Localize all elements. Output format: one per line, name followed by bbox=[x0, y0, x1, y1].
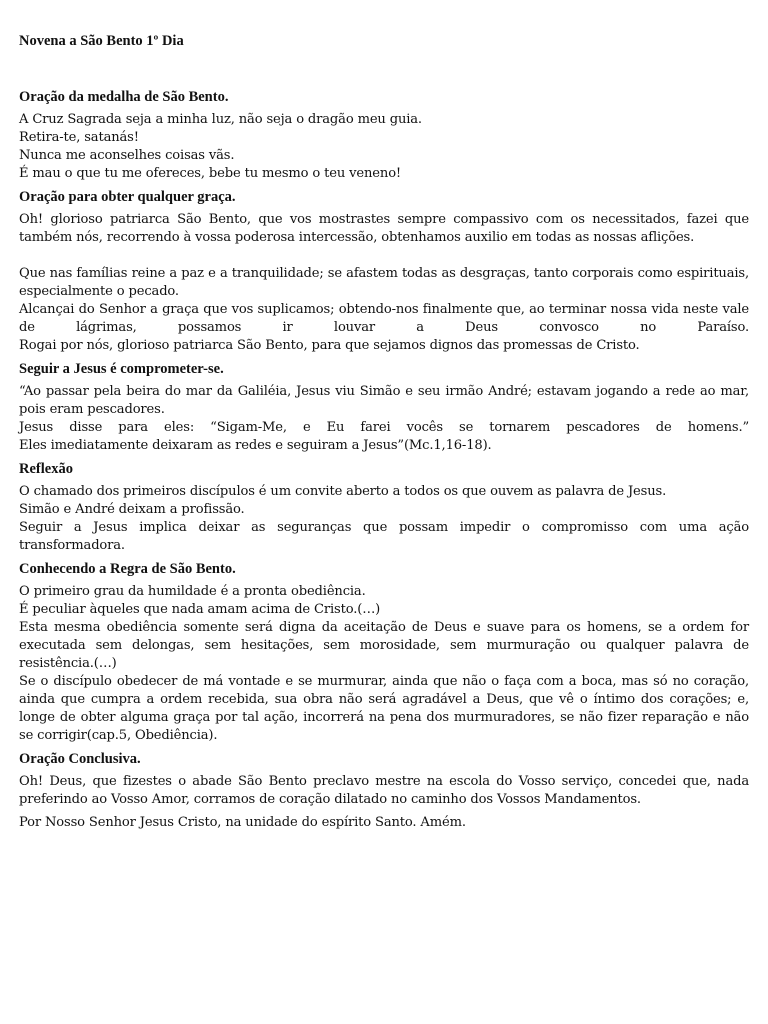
section-heading-graca: Oração para obter qualquer graça. bbox=[19, 189, 236, 205]
medalha-line: É mau o que tu me ofereces, bebe tu mesmo o teu veneno! bbox=[19, 166, 402, 181]
section-conclusiva bbox=[19, 750, 749, 832]
seguir-paragraph: Eles imediatamente deixaram as redes e seguiram a Jesus”(Mc.1,16-18). bbox=[19, 438, 492, 453]
conclusiva-paragraph: Por Nosso Senhor Jesus Cristo, na unidade do espírito Santo. Amém. bbox=[19, 815, 466, 830]
graca-paragraph: Alcançai do Senhor a graça que vos suplicamos; obtendo-nos finalmente que, ao terminar nossa vida neste vale de lágrimas, possamos ir louvar a Deus convosco no Paraíso. bbox=[19, 302, 749, 335]
section-heading-seguir: Seguir a Jesus é comprometer-se. bbox=[19, 361, 224, 377]
document-title: Novena a São Bento 1º Dia bbox=[19, 33, 184, 49]
medalha-line: Nunca me aconselhes coisas vãs. bbox=[19, 148, 235, 163]
section-heading-medalha: Oração da medalha de São Bento. bbox=[19, 89, 229, 105]
regra-paragraph: É peculiar àqueles que nada amam acima de Cristo.(…) bbox=[19, 602, 381, 617]
section-regra bbox=[19, 560, 749, 745]
graca-paragraph: Oh! glorioso patriarca São Bento, que vos mostrastes sempre compassivo com os necessitados, fazei que também nós, recorrendo à vossa poderosa intercessão, obtenhamos auxilio em todas as nossas aflições. bbox=[19, 212, 749, 245]
regra-paragraph: Esta mesma obediência somente será digna da aceitação de Deus e suave para os homens, se a ordem for executada sem delongas, sem hesitações, sem morosidade, sem murmuração ou qualquer palavra de resistência.(…) bbox=[19, 620, 749, 671]
section-heading-reflexao: Reflexão bbox=[19, 461, 73, 477]
medalha-line: Retira-te, satanás! bbox=[19, 130, 139, 145]
medalha-prayer bbox=[19, 111, 749, 183]
graca-paragraph: Rogai por nós, glorioso patriarca São Bento, para que sejamos dignos das promessas de Cristo. bbox=[19, 338, 640, 353]
medalha-line: A Cruz Sagrada seja a minha luz, não seja o dragão meu guia. bbox=[19, 112, 422, 127]
reflexao-paragraph: Simão e André deixam a profissão. bbox=[19, 502, 245, 517]
section-heading-regra: Conhecendo a Regra de São Bento. bbox=[19, 561, 236, 577]
section-reflexao bbox=[19, 460, 749, 555]
seguir-paragraph: Jesus disse para eles: “Sigam-Me, e Eu farei vocês se tornarem pescadores de homens.” bbox=[19, 420, 749, 435]
regra-paragraph: Se o discípulo obedecer de má vontade e se murmurar, ainda que não o faça com a boca, mas só no coração, ainda que cumpra a ordem recebida, sua obra não será agradável a Deus, que vê o íntimo dos corações; e, longe de obter alguma graça por tal ação, incorrerá na pena dos murmuradores, se não fizer reparação e não se corrigir(cap.5, Obediência). bbox=[19, 674, 749, 743]
reflexao-paragraph: O chamado dos primeiros discípulos é um convite aberto a todos os que ouvem as palavra de Jesus. bbox=[19, 484, 667, 499]
conclusiva-paragraph: Oh! Deus, que fizestes o abade São Bento preclavo mestre na escola do Vosso serviço, concedei que, nada preferindo ao Vosso Amor, corramos de coração dilatado no caminho dos Vossos Mandamentos. bbox=[19, 774, 749, 807]
section-heading-conclusiva: Oração Conclusiva. bbox=[19, 751, 141, 767]
graca-paragraph: Que nas famílias reine a paz e a tranquilidade; se afastem todas as desgraças, tanto corporais como espirituais, especialmente o pecado. bbox=[19, 266, 749, 299]
reflexao-paragraph: Seguir a Jesus implica deixar as seguranças que possam impedir o compromisso com uma ação transformadora. bbox=[19, 520, 749, 553]
section-seguir bbox=[19, 360, 749, 455]
section-graca bbox=[19, 188, 749, 355]
section-medalha bbox=[19, 88, 749, 183]
regra-paragraph: O primeiro grau da humildade é a pronta obediência. bbox=[19, 584, 366, 599]
seguir-paragraph: “Ao passar pela beira do mar da Galiléia, Jesus viu Simão e seu irmão André; estavam jogando a rede ao mar, pois eram pescadores. bbox=[19, 384, 749, 417]
